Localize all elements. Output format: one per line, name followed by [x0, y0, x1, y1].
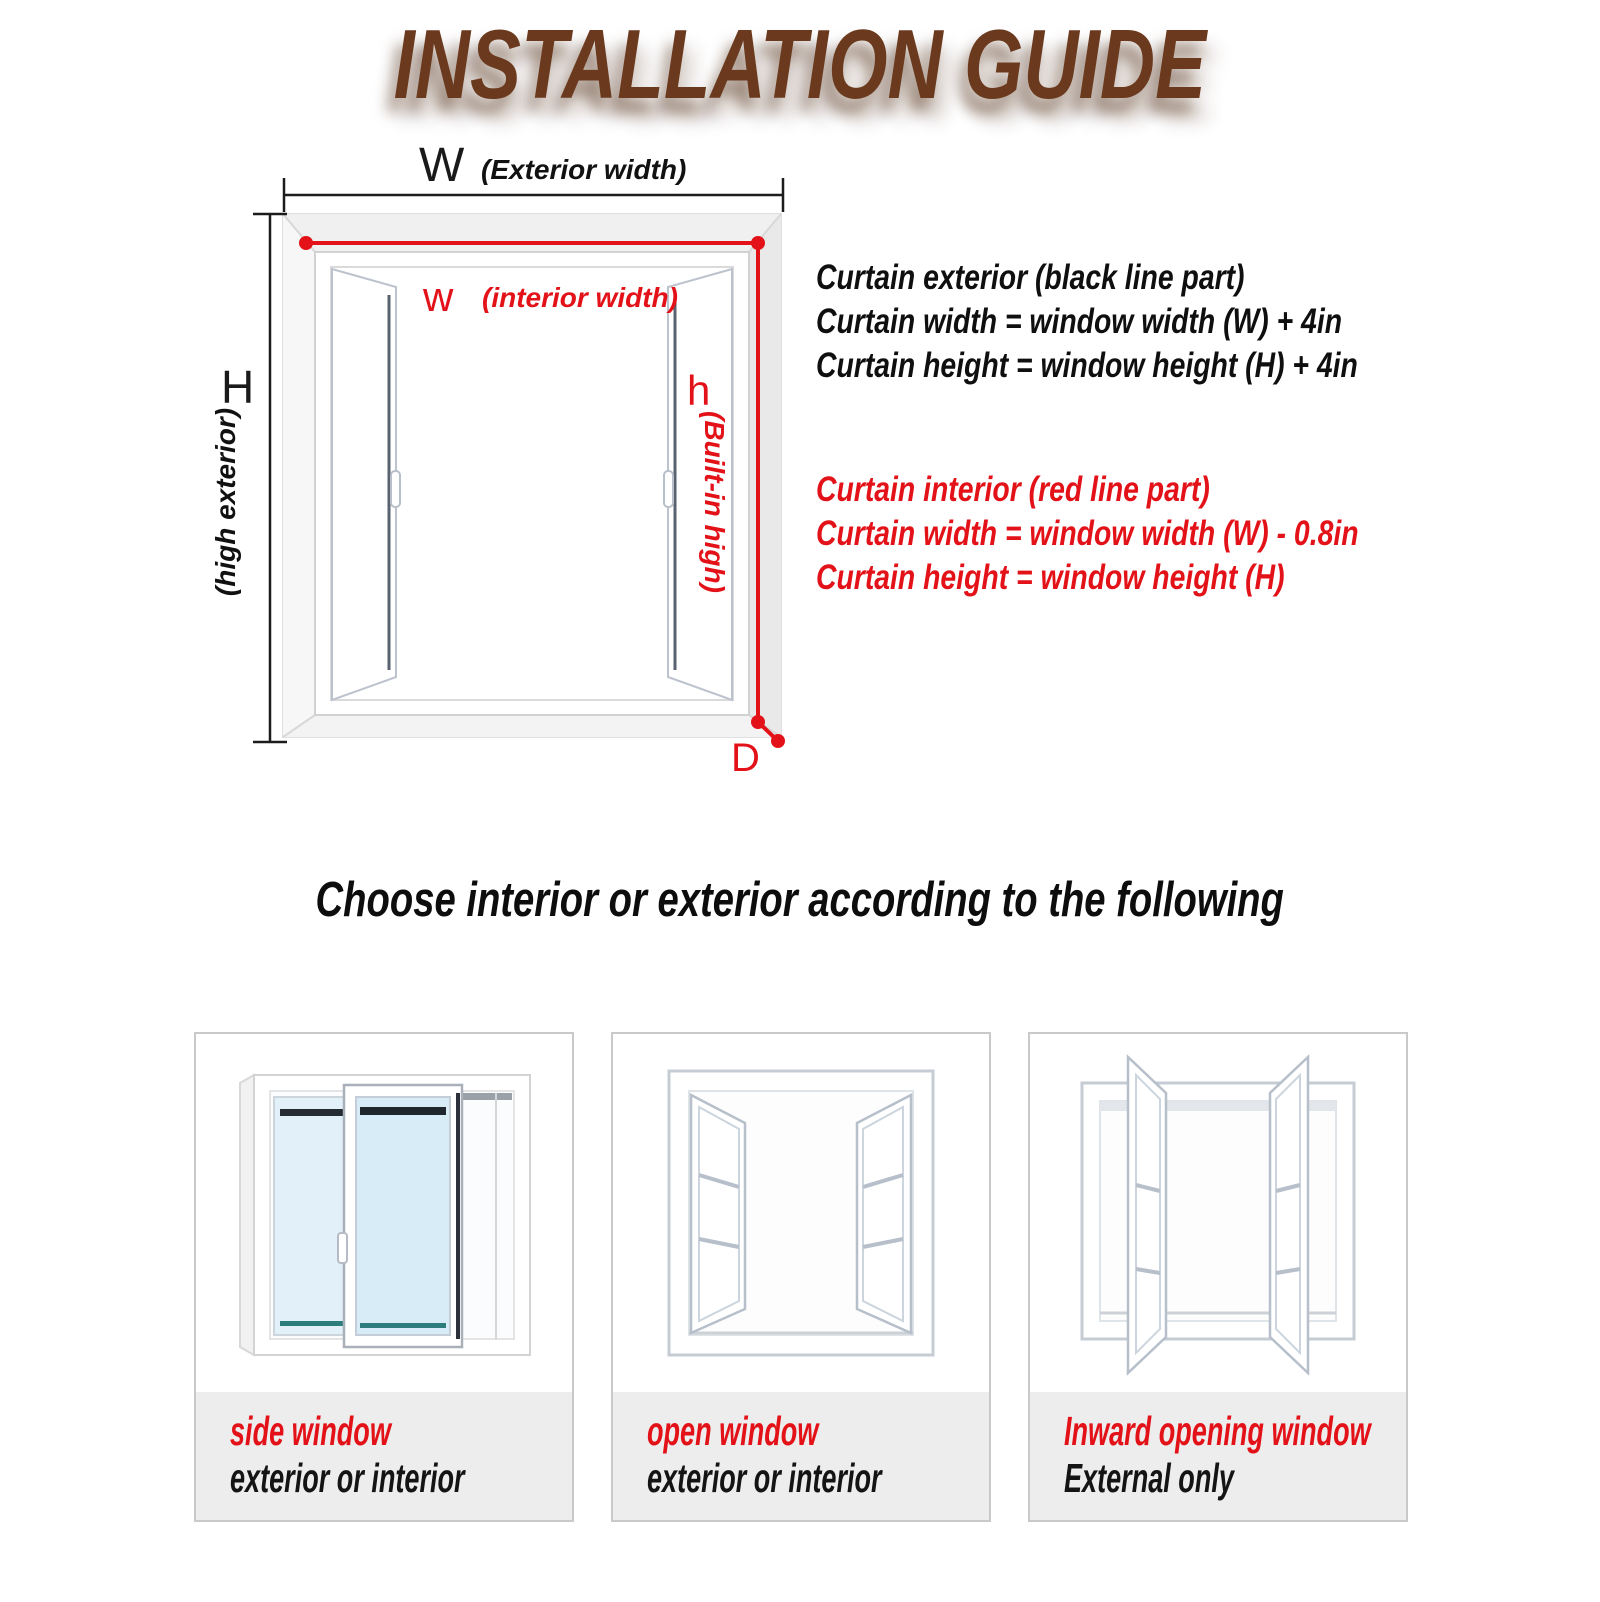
sliding-window-illustration [196, 1037, 572, 1389]
exterior-height-symbol: H [221, 361, 255, 413]
panel-title: Inward opening window [1064, 1408, 1371, 1454]
panel-subtitle: exterior or interior [230, 1455, 465, 1501]
exterior-width-label: (Exterior width) [481, 154, 687, 185]
inward-window-caption [1030, 1392, 1406, 1520]
interior-note [816, 468, 1486, 600]
window-measurement-diagram [195, 135, 815, 790]
panel-title: side window [230, 1408, 391, 1454]
inward-window-illustration [1030, 1037, 1406, 1389]
window-type-panels [194, 1032, 1408, 1522]
interior-width-label: (interior width) [482, 282, 678, 313]
depth-symbol: D [731, 736, 760, 780]
sliding-sash-handle [338, 1233, 347, 1263]
panel-subtitle: exterior or interior [647, 1455, 882, 1501]
left-sash-handle [391, 471, 400, 507]
open-window-caption [613, 1392, 989, 1520]
right-sash-handle [664, 471, 673, 507]
side-window-image [196, 1034, 572, 1392]
panel-subtitle: External only [1064, 1455, 1234, 1501]
panel-title: open window [647, 1408, 819, 1454]
side-window-caption [196, 1392, 572, 1520]
inward-window-image [1030, 1034, 1406, 1392]
note-line: Curtain width = window width (W) - 0.8in [816, 514, 1359, 553]
exterior-height-label: (high exterior) [210, 407, 241, 597]
section-heading: Choose interior or exterior according to the following [315, 873, 1285, 927]
note-line: Curtain exterior (black line part) [816, 258, 1245, 297]
exterior-note [816, 256, 1485, 388]
page-title: INSTALLATION GUIDE [393, 9, 1207, 119]
open-window-image [613, 1034, 989, 1392]
left-open-sash [332, 269, 400, 700]
panel-open-window [611, 1032, 991, 1522]
interior-height-symbol: h [687, 367, 711, 414]
note-line: Curtain height = window height (H) + 4in [816, 346, 1358, 385]
note-line: Curtain width = window width (W) + 4in [816, 302, 1343, 341]
interior-height-label: (Built-in high) [699, 411, 730, 593]
interior-width-symbol: w [423, 273, 454, 320]
note-line: Curtain height = window height (H) [816, 558, 1285, 597]
note-line: Curtain interior (red line part) [816, 470, 1210, 509]
exterior-width-symbol: W [419, 139, 465, 192]
open-window-illustration [613, 1037, 989, 1389]
page-title-wrap [0, 8, 1600, 121]
panel-side-window [194, 1032, 574, 1522]
panel-inward-opening-window [1028, 1032, 1408, 1522]
